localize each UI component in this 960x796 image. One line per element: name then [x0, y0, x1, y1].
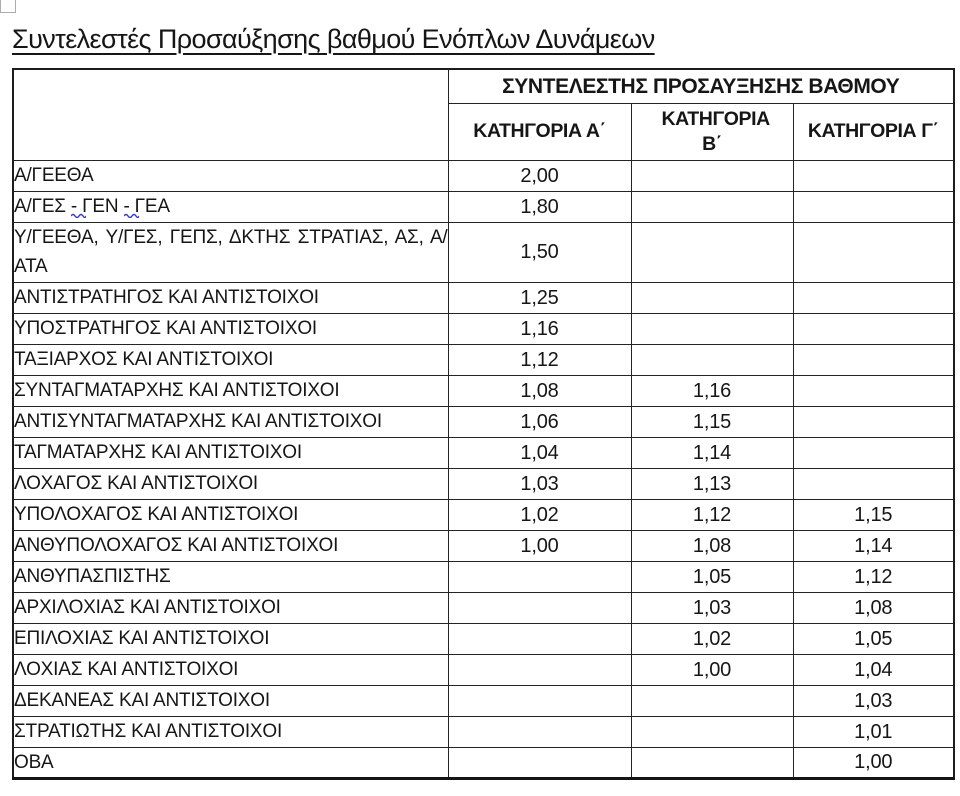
cat-a-cell: 1,06	[448, 407, 631, 438]
cat-b-cell	[631, 192, 793, 223]
rank-cell: ΛΟΧΙΑΣ ΚΑΙ ΑΝΤΙΣΤΟΙΧΟΙ	[13, 655, 448, 686]
cat-b-cell	[631, 345, 793, 376]
cat-c-cell: 1,01	[793, 717, 954, 748]
table-row	[13, 748, 954, 779]
rank-column-header	[13, 69, 448, 161]
cat-b-cell: 1,16	[631, 376, 793, 407]
cat-a-cell: 1,04	[448, 438, 631, 469]
rank-cell: ΑΝΘΥΠΟΛΟΧΑΓΟΣ ΚΑΙ ΑΝΤΙΣΤΟΙΧΟΙ	[13, 531, 448, 562]
cat-a-cell	[448, 562, 631, 593]
cat-c-cell: 1,03	[793, 686, 954, 717]
cat-b-cell: 1,02	[631, 624, 793, 655]
cat-a-cell	[448, 686, 631, 717]
cat-c-cell: 1,04	[793, 655, 954, 686]
cat-a-cell	[448, 717, 631, 748]
table-row	[13, 686, 954, 717]
cat-b-cell: 1,03	[631, 593, 793, 624]
rank-cell: ΤΑΓΜΑΤΑΡΧΗΣ ΚΑΙ ΑΝΤΙΣΤΟΙΧΟΙ	[13, 438, 448, 469]
cat-c-cell: 1,00	[793, 748, 954, 779]
table-main-header: ΣΥΝΤΕΛΕΣΤΗΣ ΠΡΟΣΑΥΞΗΣΗΣ ΒΑΘΜΟΥ	[448, 69, 954, 104]
cat-b-cell	[631, 161, 793, 192]
cat-c-cell	[793, 345, 954, 376]
cat-c-cell	[793, 192, 954, 223]
cat-a-cell: 1,02	[448, 500, 631, 531]
rank-cell: ΑΡΧΙΛΟΧΙΑΣ ΚΑΙ ΑΝΤΙΣΤΟΙΧΟΙ	[13, 593, 448, 624]
rank-cell: ΑΝΘΥΠΑΣΠΙΣΤΗΣ	[13, 562, 448, 593]
cat-c-cell: 1,12	[793, 562, 954, 593]
page-title: Συντελεστές Προσαύξησης βαθμού Ενόπλων Δυνάμεων	[12, 24, 655, 55]
cat-c-cell	[793, 314, 954, 345]
cat-c-cell: 1,08	[793, 593, 954, 624]
cat-c-cell	[793, 438, 954, 469]
cat-c-cell: 1,14	[793, 531, 954, 562]
rank-cell: ΥΠΟΛΟΧΑΓΟΣ ΚΑΙ ΑΝΤΙΣΤΟΙΧΟΙ	[13, 500, 448, 531]
cat-c-cell	[793, 161, 954, 192]
cat-b-cell	[631, 314, 793, 345]
category-c-header: ΚΑΤΗΓΟΡΙΑ Γ΄	[793, 104, 954, 161]
spellcheck-squiggle-icon	[124, 212, 139, 218]
rank-cell: ΕΠΙΛΟΧΙΑΣ ΚΑΙ ΑΝΤΙΣΤΟΙΧΟΙ	[13, 624, 448, 655]
table-row	[13, 376, 954, 407]
cat-c-cell: 1,05	[793, 624, 954, 655]
cat-a-cell: 1,25	[448, 283, 631, 314]
cat-a-cell	[448, 748, 631, 779]
rank-label: Α/ΓΕΣ - ΓΕΝ - ΓΕΑ	[14, 196, 170, 217]
table-row	[13, 223, 954, 283]
cat-c-cell	[793, 407, 954, 438]
cat-c-cell	[793, 283, 954, 314]
cat-b-cell: 1,08	[631, 531, 793, 562]
cat-b-cell	[631, 223, 793, 283]
table-row	[13, 438, 954, 469]
rank-cell: Υ/ΓΕΕΘΑ, Υ/ΓΕΣ, ΓΕΠΣ, ΔΚΤΗΣ ΣΤΡΑΤΙΑΣ, ΑΣ, Α/ΑΤΑ	[13, 223, 448, 283]
cat-c-cell: 1,15	[793, 500, 954, 531]
category-b-header: ΚΑΤΗΓΟΡΙΑ Β΄	[631, 104, 793, 161]
cat-a-cell	[448, 655, 631, 686]
table-row	[13, 562, 954, 593]
cat-c-cell	[793, 469, 954, 500]
cat-a-cell: 1,03	[448, 469, 631, 500]
cat-b-cell: 1,14	[631, 438, 793, 469]
rank-cell: ΑΝΤΙΣΥΝΤΑΓΜΑΤΑΡΧΗΣ ΚΑΙ ΑΝΤΙΣΤΟΙΧΟΙ	[13, 407, 448, 438]
rank-cell: ΣΤΡΑΤΙΩΤΗΣ ΚΑΙ ΑΝΤΙΣΤΟΙΧΟΙ	[13, 717, 448, 748]
cat-a-cell	[448, 593, 631, 624]
table-row	[13, 717, 954, 748]
cat-a-cell: 1,00	[448, 531, 631, 562]
rank-cell: ΛΟΧΑΓΟΣ ΚΑΙ ΑΝΤΙΣΤΟΙΧΟΙ	[13, 469, 448, 500]
cat-a-cell: 1,16	[448, 314, 631, 345]
cat-b-cell: 1,00	[631, 655, 793, 686]
cat-c-cell	[793, 223, 954, 283]
cat-b-cell: 1,05	[631, 562, 793, 593]
table-row	[13, 161, 954, 192]
document-corner-artifact	[0, 0, 16, 13]
table-row	[13, 314, 954, 345]
rank-cell: ΑΝΤΙΣΤΡΑΤΗΓΟΣ ΚΑΙ ΑΝΤΙΣΤΟΙΧΟΙ	[13, 283, 448, 314]
category-a-header: ΚΑΤΗΓΟΡΙΑ Α΄	[448, 104, 631, 161]
spellcheck-squiggle-icon	[71, 212, 86, 218]
cat-c-cell	[793, 376, 954, 407]
cat-b-cell: 1,12	[631, 500, 793, 531]
table-row	[13, 593, 954, 624]
table-row	[13, 500, 954, 531]
rank-cell: ΣΥΝΤΑΓΜΑΤΑΡΧΗΣ ΚΑΙ ΑΝΤΙΣΤΟΙΧΟΙ	[13, 376, 448, 407]
cat-b-cell: 1,13	[631, 469, 793, 500]
table-row	[13, 345, 954, 376]
cat-a-cell: 1,12	[448, 345, 631, 376]
cat-b-cell: 1,15	[631, 407, 793, 438]
table-row	[13, 407, 954, 438]
rank-cell: ΔΕΚΑΝΕΑΣ ΚΑΙ ΑΝΤΙΣΤΟΙΧΟΙ	[13, 686, 448, 717]
cat-a-cell	[448, 624, 631, 655]
rank-cell: ΟΒΑ	[13, 748, 448, 779]
rank-cell: Α/ΓΕΕΘΑ	[13, 161, 448, 192]
table-row	[13, 192, 954, 223]
cat-b-cell	[631, 686, 793, 717]
cat-a-cell: 1,80	[448, 192, 631, 223]
table-row	[13, 624, 954, 655]
cat-b-cell	[631, 717, 793, 748]
table-row	[13, 469, 954, 500]
header-row-main	[13, 69, 954, 104]
table-row	[13, 283, 954, 314]
rank-cell: ΤΑΞΙΑΡΧΟΣ ΚΑΙ ΑΝΤΙΣΤΟΙΧΟΙ	[13, 345, 448, 376]
table-row	[13, 531, 954, 562]
rank-cell	[13, 192, 448, 223]
rank-cell: ΥΠΟΣΤΡΑΤΗΓΟΣ ΚΑΙ ΑΝΤΙΣΤΟΙΧΟΙ	[13, 314, 448, 345]
cat-a-cell: 2,00	[448, 161, 631, 192]
table-row	[13, 655, 954, 686]
cat-a-cell: 1,08	[448, 376, 631, 407]
coefficients-table	[12, 68, 955, 780]
cat-b-cell	[631, 748, 793, 779]
cat-a-cell: 1,50	[448, 223, 631, 283]
cat-b-cell	[631, 283, 793, 314]
